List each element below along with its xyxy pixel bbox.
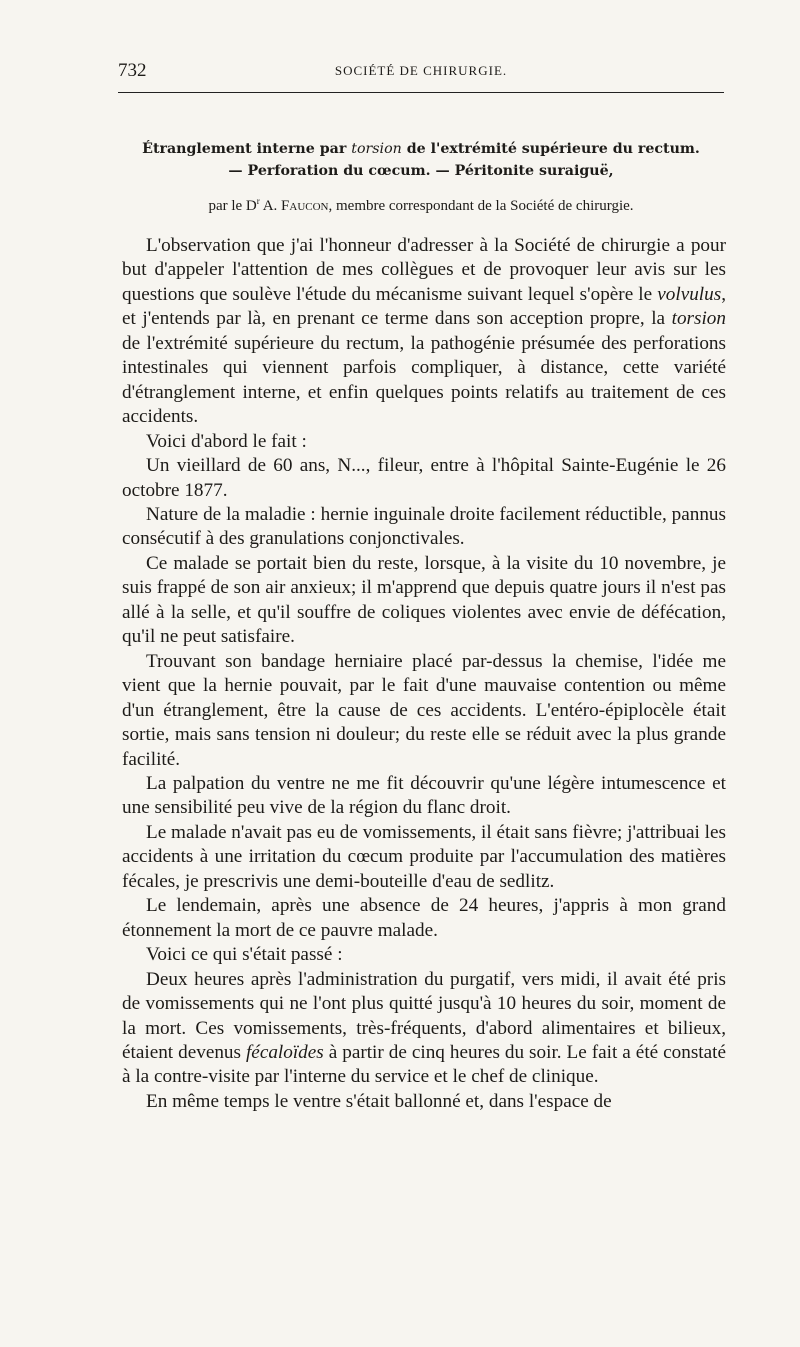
title-line-2: — Perforation du cœcum. — Péritonite suraiguë, [228, 163, 614, 179]
paragraph: Voici d'abord le fait : [146, 430, 307, 452]
paragraph: Deux heures après l'administration du purgatif, vers midi, il avait été pris de vomissements qui ne l'ont plus quitté jusqu'à 10 heures du soir, moment de la mort. Ces vomissements, très-fréquents, d'abord alimentaires et bilieux, étaient devenus fécaloïdes à partir de cinq heures du soir. Le fait a été constaté à la contre-visite par l'interne du service et le chef de clinique. [122, 968, 727, 1088]
byline: par le $D^r$ A. Faucon, membre correspondant de la Société de chirurgie. [208, 196, 634, 214]
header-rule [118, 92, 724, 93]
paragraph: Le malade n'avait pas eu de vomissements, il était sans fièvre; j'attribuai les accidents à une irritation du cœcum produite par l'accumulation des matières fécales, je prescrivis une demi-bouteille d'eau de sedlitz. [122, 821, 726, 892]
paragraph: Voici ce qui s'était passé : [146, 944, 343, 966]
page-number: 732 [118, 60, 147, 81]
paragraph: Trouvant son bandage herniaire placé par-dessus la chemise, l'idée me vient que la hernie pouvait, par le fait d'une mauvaise contention ou même d'un étranglement, être la cause de ces accidents. L'entéro-épiplocèle était sortie, mais sans tension ni douleur; du reste elle se réduit avec la plus grande facilité. [122, 650, 726, 770]
paragraph: La palpation du ventre ne me fit découvrir qu'une légère intumescence et une sensibilité peu vive de la région du flanc droit. [122, 772, 726, 819]
title-line-1: Étranglement interne par torsion de l'extrémité supérieure du rectum. [142, 141, 700, 157]
article-body [122, 234, 726, 1114]
paragraph: Ce malade se portait bien du reste, lorsque, à la visite du 10 novembre, je suis frappé de son air anxieux; il m'apprend que depuis quatre jours il n'est pas allé à la selle, et qu'il souffre de coliques violentes avec envie de défécation, qu'il ne peut satisfaire. [122, 552, 726, 648]
page-header [118, 60, 724, 86]
paragraph: L'observation que j'ai l'honneur d'adresser à la Société de chirurgie a pour but d'appeler l'attention de mes collègues et de provoquer leur avis sur les questions que soulève l'étude du mécanisme suivant lequel s'opère le volvulus, et j'entends par là, en prenant ce terme dans son acception propre, la torsion de l'extrémité supérieure du rectum, la pathogénie présumée des perforations intestinales qui viennent parfois compliquer, à distance, cette variété d'étranglement interne, et enfin quelques points relatifs au traitement de ces accidents. [122, 235, 726, 428]
author-name: Faucon [281, 198, 329, 214]
paragraph: Nature de la maladie : hernie inguinale droite facilement réductible, pannus consécutif à des granulations conjonctivales. [122, 503, 726, 550]
paragraph: Le lendemain, après une absence de 24 heures, j'appris à mon grand étonnement la mort de ce pauvre malade. [122, 895, 726, 941]
article-title [118, 138, 724, 182]
paragraph: En même temps le ventre s'était ballonné et, dans l'espace de [146, 1090, 612, 1112]
paragraph: Un vieillard de 60 ans, N..., fileur, entre à l'hôpital Sainte-Eugénie le 26 octobre 1877. [122, 455, 726, 501]
running-head: SOCIÉTÉ DE CHIRURGIE. [334, 63, 508, 78]
